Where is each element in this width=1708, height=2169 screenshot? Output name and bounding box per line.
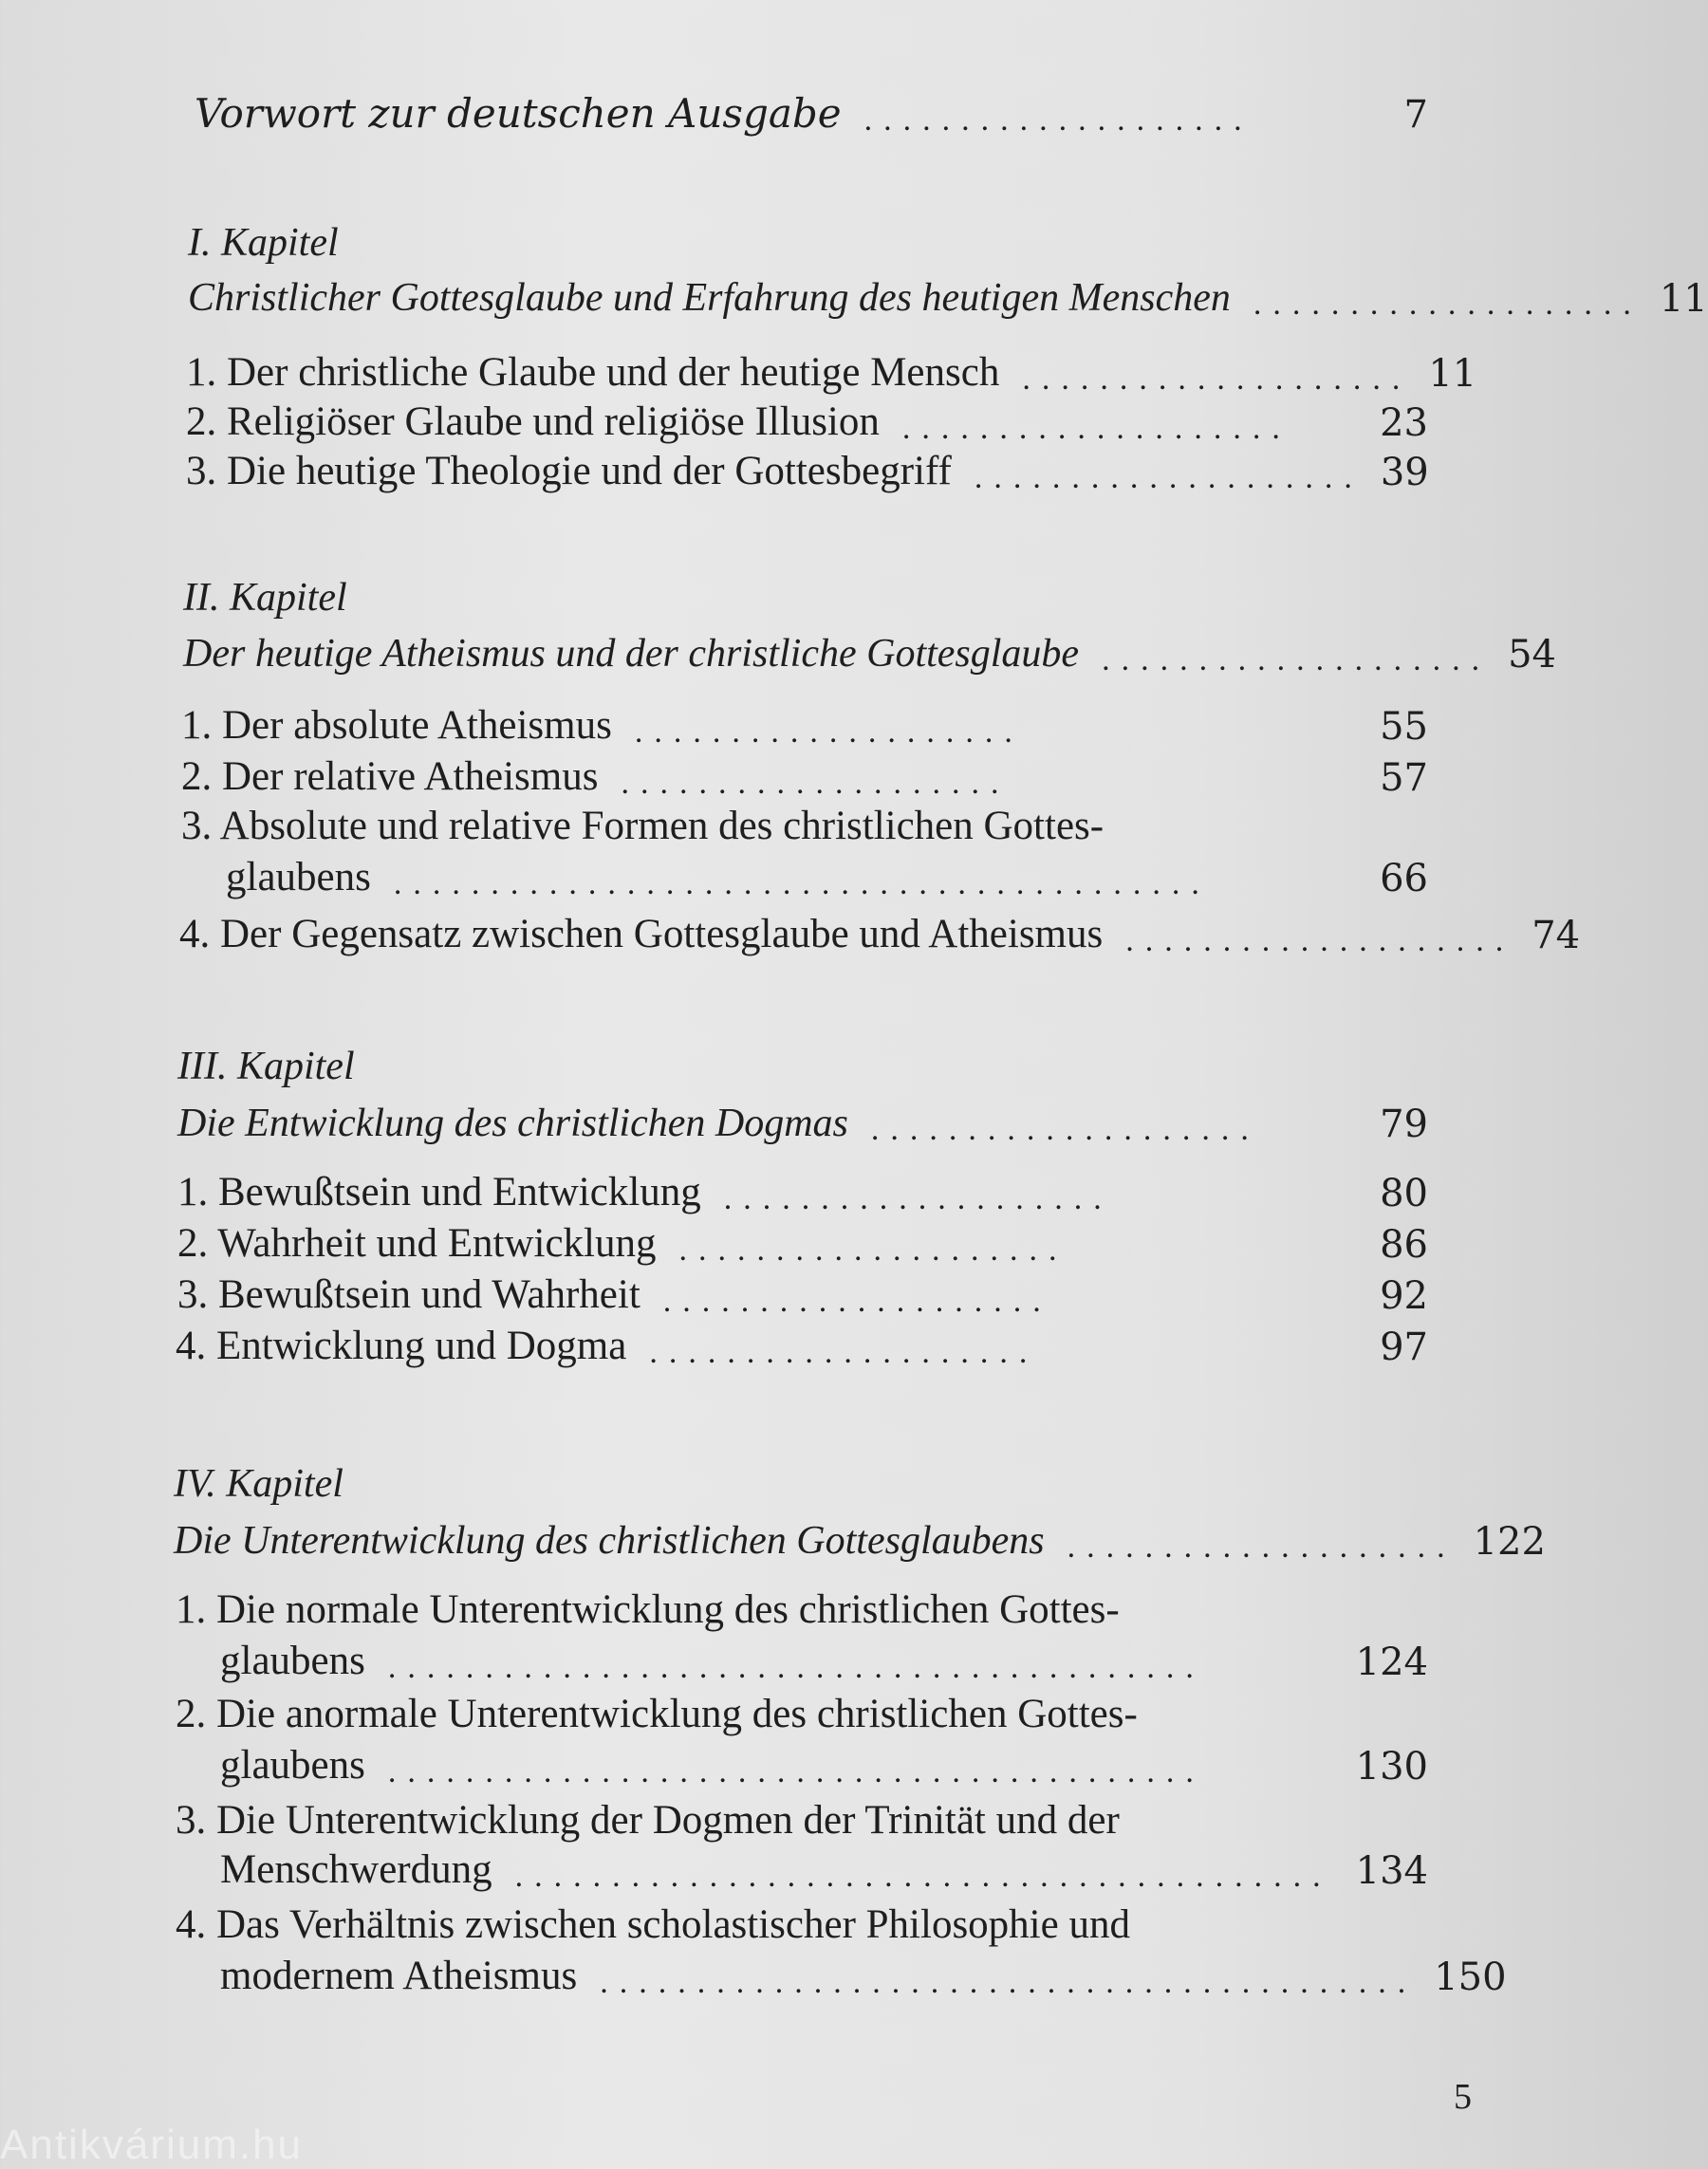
toc-entry-title-continuation: glaubens	[226, 855, 371, 899]
toc-page-number: 92	[1380, 1274, 1428, 1318]
dot-leader: ....................	[1253, 287, 1643, 322]
dot-leader: ....................	[649, 1335, 1039, 1370]
dot-leader: ..........................................	[600, 1965, 1418, 2000]
toc-entry-section[interactable]	[177, 1271, 1428, 1318]
toc-entry-title: 1. Der absolute Atheismus	[181, 703, 612, 748]
dot-leader: ....................	[870, 1112, 1260, 1147]
toc-entry-section-first-line: 3. Absolute und relative Formen des christlichen Gottes-	[181, 804, 1105, 848]
toc-entry-title-continuation: glaubens	[220, 1743, 365, 1788]
watermark: Antikvárium.hu	[0, 2122, 304, 2168]
page-number: 5	[1454, 2077, 1472, 2117]
toc-entry-title-continuation: glaubens	[220, 1639, 365, 1683]
toc-entry-section[interactable]	[181, 753, 1428, 800]
toc-entry-title: 2. Der relative Atheismus	[181, 754, 599, 799]
toc-entry-section-first-line: 4. Das Verhältnis zwischen scholastischer Philosophie und	[176, 1902, 1130, 1947]
toc-entry-title: 3. Bewußtsein und Wahrheit	[177, 1272, 640, 1317]
toc-entry-section[interactable]	[176, 1638, 1428, 1684]
toc-page-number: 97	[1380, 1326, 1428, 1369]
toc-entry-chapter[interactable]	[183, 631, 1556, 677]
toc-page-number: 74	[1532, 914, 1581, 957]
toc-page-number: 39	[1380, 451, 1429, 494]
toc-entry-section-first-line: 2. Die anormale Unterentwicklung des christlichen Gottes-	[176, 1692, 1138, 1736]
chapter-label: II. Kapitel	[183, 576, 347, 620]
toc-entry-section[interactable]	[176, 1953, 1507, 2000]
toc-entry-section[interactable]	[177, 1220, 1428, 1267]
dot-leader: ....................	[1067, 1529, 1457, 1565]
dot-leader: ....................	[634, 714, 1024, 750]
dot-leader: ....................	[678, 1233, 1068, 1268]
toc-entry-section[interactable]	[186, 399, 1428, 445]
toc-entry-title: Vorwort zur deutschen Ausgabe	[195, 90, 842, 137]
dot-leader: ....................	[1102, 642, 1492, 677]
dot-leader: ..........................................	[514, 1859, 1332, 1894]
dot-leader: ..........................................	[387, 1650, 1205, 1685]
toc-page-number: 11	[1428, 352, 1477, 396]
toc-entry-title: 1. Der christliche Glaube und der heutige Mensch	[186, 350, 1000, 395]
toc-entry-title: 2. Wahrheit und Entwicklung	[177, 1221, 657, 1266]
toc-page-number: 66	[1380, 857, 1428, 900]
toc-entry-title-continuation: modernem Atheismus	[220, 1954, 578, 1998]
toc-entry-section-first-line: 1. Die normale Unterentwicklung des christlichen Gottes-	[176, 1587, 1120, 1632]
toc-page-number: 7	[1403, 93, 1428, 137]
toc-entry-title: 4. Der Gegensatz zwischen Gottesglaube und Atheismus	[179, 912, 1104, 956]
toc-entry-title: Christlicher Gottesglaube und Erfahrung des heutigen Menschen	[188, 276, 1231, 320]
toc-entry-section[interactable]	[176, 1846, 1428, 1893]
toc-entry-chapter[interactable]	[188, 275, 1708, 322]
toc-page-number: 23	[1380, 401, 1428, 445]
dot-leader: ....................	[1022, 362, 1412, 397]
toc-entry-chapter[interactable]	[177, 1101, 1428, 1146]
toc-page-number: 55	[1380, 705, 1428, 749]
toc-page-number: 134	[1355, 1849, 1428, 1893]
toc-entry-section-first-line: 3. Die Unterentwicklung der Dogmen der Trinität und der	[176, 1798, 1120, 1843]
dot-leader: ....................	[1125, 923, 1515, 958]
dot-leader: ....................	[723, 1181, 1113, 1216]
toc-page-number: 130	[1355, 1745, 1428, 1789]
toc-entry-section[interactable]	[179, 911, 1581, 958]
dot-leader: ....................	[863, 102, 1253, 138]
toc-entry-section[interactable]	[176, 1742, 1428, 1789]
toc-entry-title: 3. Die heutige Theologie und der Gottesbegriff	[186, 449, 952, 493]
toc-page-number: 54	[1508, 633, 1556, 677]
toc-page-number: 57	[1380, 756, 1428, 800]
toc-entry-title-continuation: Menschwerdung	[220, 1847, 492, 1892]
dot-leader: ....................	[662, 1284, 1052, 1319]
toc-entry-title: Die Unterentwicklung des christlichen Gottesglaubens	[174, 1519, 1045, 1563]
toc-entry-title: 1. Bewußtsein und Entwicklung	[177, 1170, 701, 1214]
dot-leader: ....................	[974, 460, 1364, 495]
toc-entry-chapter[interactable]	[174, 1518, 1546, 1565]
toc-page-number: 11	[1659, 277, 1708, 321]
toc-entry-section[interactable]	[181, 702, 1428, 749]
toc-entry-section[interactable]	[177, 1169, 1428, 1215]
toc-entry-title: 4. Entwicklung und Dogma	[176, 1324, 627, 1368]
toc-entry-title: 2. Religiöser Glaube und religiöse Illusion	[186, 399, 880, 444]
toc-page-number: 122	[1473, 1520, 1546, 1564]
chapter-label: I. Kapitel	[188, 221, 339, 265]
toc-entry-title: Der heutige Atheismus und der christliche Gottesglaube	[183, 632, 1080, 676]
toc-entry-foreword[interactable]	[176, 90, 1428, 137]
dot-leader: ..........................................	[387, 1754, 1205, 1789]
toc-page-number: 86	[1380, 1223, 1428, 1267]
toc-page-number: 80	[1380, 1172, 1428, 1215]
chapter-label: III. Kapitel	[177, 1045, 355, 1088]
toc-entry-section[interactable]	[181, 854, 1428, 900]
dot-leader: ....................	[901, 411, 1291, 446]
toc-page-number: 79	[1380, 1103, 1428, 1146]
chapter-label: IV. Kapitel	[174, 1462, 343, 1506]
dot-leader: ....................	[621, 766, 1011, 801]
toc-page-number: 124	[1355, 1641, 1428, 1684]
toc-entry-section[interactable]	[186, 349, 1477, 397]
toc-entry-title: Die Entwicklung des christlichen Dogmas	[177, 1102, 848, 1145]
toc-entry-section[interactable]	[186, 448, 1428, 494]
dot-leader: ..........................................	[393, 866, 1211, 901]
toc-page-number: 150	[1434, 1956, 1507, 1999]
toc-entry-section[interactable]	[176, 1323, 1428, 1369]
